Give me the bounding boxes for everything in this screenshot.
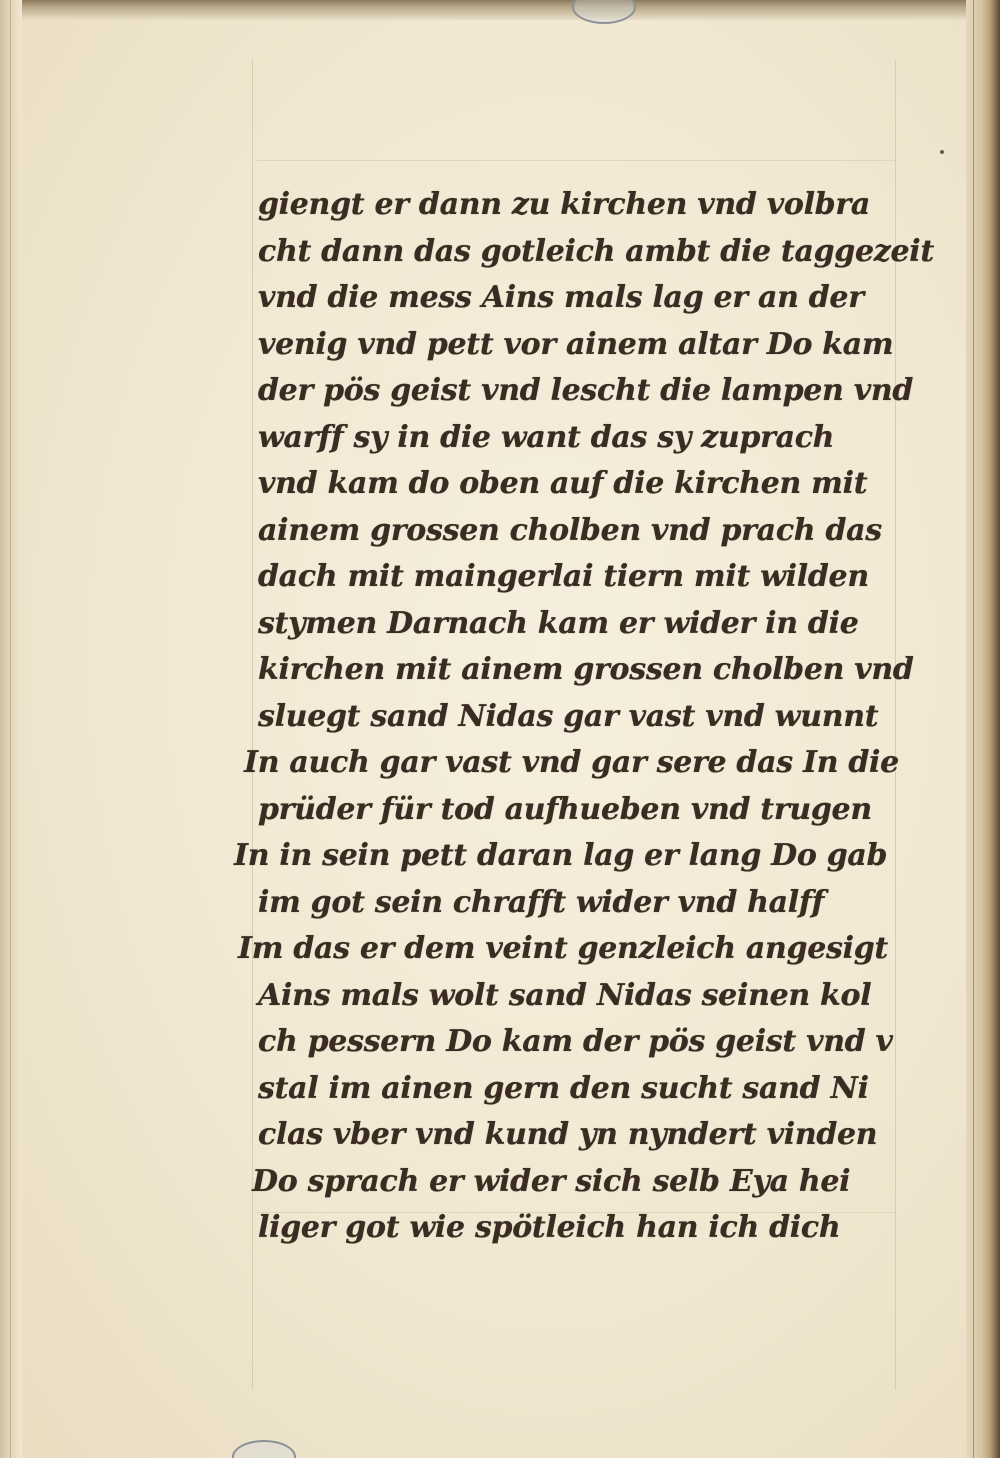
text-line: prüder für tod aufhueben vnd trugen <box>258 791 872 827</box>
text-line: vnd kam do oben auf die kirchen mit <box>258 466 868 501</box>
text-line: vnd die mess Ains mals lag er an der <box>258 280 864 315</box>
text-line: liger got wie spötleich han ich dich <box>258 1210 841 1245</box>
text-line: der pös geist vnd lescht die lampen vnd <box>258 373 914 408</box>
text-line: stal im ainen gern den sucht sand Ni <box>258 1070 869 1106</box>
gutter-fold-line <box>10 0 11 1458</box>
text-line: In in sein pett daran lag er lang Do gab <box>234 838 888 873</box>
text-line: ch pessern Do kam der pös geist vnd v <box>258 1024 893 1059</box>
text-line: dach mit maingerlai tiern mit wilden <box>258 559 869 594</box>
text-line: cht dann das gotleich ambt die taggezeit <box>258 233 934 269</box>
text-line: stymen Darnach kam er wider in die <box>258 605 859 641</box>
text-line: ainem grossen cholben vnd prach das <box>258 512 882 548</box>
ink-speck <box>940 150 944 154</box>
page-gutter <box>0 0 22 1458</box>
page-clip-top <box>572 0 636 24</box>
page-edge-shadow <box>966 0 1000 1458</box>
text-line: venig vnd pett vor ainem altar Do kam <box>258 326 894 362</box>
page-edge-line <box>973 0 974 1458</box>
text-line: In auch gar vast vnd gar sere das In die <box>244 745 899 780</box>
text-line: sluegt sand Nidas gar vast vnd wunnt <box>258 698 879 734</box>
text-line: im got sein chrafft wider vnd halff <box>258 884 825 920</box>
text-line: warff sy in die want das sy zuprach <box>258 419 835 455</box>
ruling-top <box>255 160 895 161</box>
text-line: Do sprach er wider sich selb Eya hei <box>252 1163 851 1199</box>
text-line: Im das er dem veint genzleich angesigt <box>238 931 888 966</box>
text-line: clas vber vnd kund yn nyndert vinden <box>258 1117 878 1152</box>
binding-top-edge <box>0 0 1000 20</box>
page-clip-bottom <box>232 1440 296 1458</box>
manuscript-text-block <box>234 182 934 1252</box>
text-line: Ains mals wolt sand Nidas seinen kol <box>258 977 872 1013</box>
text-line: giengt er dann zu kirchen vnd volbra <box>258 187 870 222</box>
text-line: kirchen mit ainem grossen cholben vnd <box>258 652 914 687</box>
